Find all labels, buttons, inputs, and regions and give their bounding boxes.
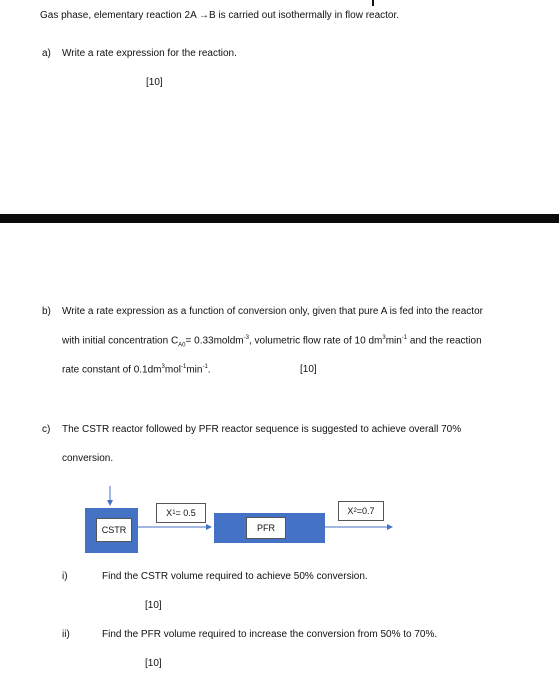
- sub-ii-marks: [10]: [145, 658, 162, 669]
- part-a-label: a): [42, 48, 51, 59]
- cstr-label: CSTR: [96, 518, 132, 542]
- part-b-label: b): [42, 306, 51, 317]
- x2-label: X 2 =0.7: [338, 501, 384, 521]
- pfr-label: PFR: [246, 517, 286, 539]
- part-a-question: Write a rate expression for the reaction.: [62, 48, 237, 59]
- part-c-line2: conversion.: [62, 453, 114, 464]
- part-c-label: c): [42, 424, 51, 435]
- sub-ii-question: Find the PFR volume required to increase the conversion from 50% to 70%.: [102, 629, 438, 640]
- part-b-line3: rate constant of $0.1dm^3mol^{-1}\min^{-1}$.: [62, 364, 211, 376]
- problem-intro: Gas phase, elementary reaction 2A →B is carried out isothermally in flow reactor.: [40, 10, 400, 21]
- part-b-line1: Write a rate expression as a function of conversion only, given that pure A is fed into the reactor: [62, 306, 483, 317]
- part-a-marks: [10]: [146, 77, 163, 88]
- sub-i-label: i): [62, 571, 68, 582]
- part-b-line2: with initial concentration $C_{A0}=$ 0.33moldm$^{-3}$, volumetric flow rate of 10 $dm^3\min^{-1}$ and the reaction: [62, 335, 482, 349]
- sub-ii-label: ii): [62, 629, 70, 640]
- x1-label: X 1 = 0.5: [156, 503, 206, 523]
- sub-i-question: Find the CSTR volume required to achieve 50% conversion.: [102, 571, 368, 582]
- part-b-marks: [10]: [300, 364, 317, 375]
- sub-i-marks: [10]: [145, 600, 162, 611]
- part-c-line1: The CSTR reactor followed by PFR reactor sequence is suggested to achieve overall 70%: [62, 424, 462, 435]
